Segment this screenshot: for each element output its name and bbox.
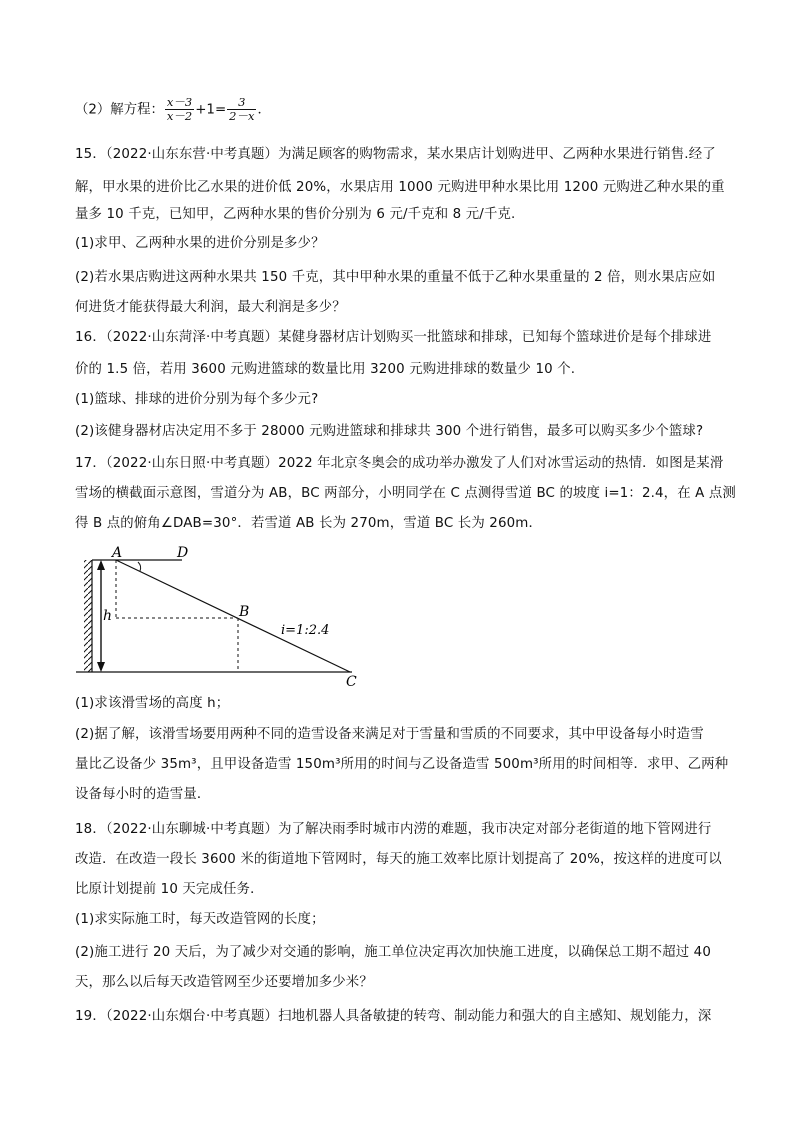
label-slope: i=1:2.4 [281, 623, 330, 638]
q17-sub-2-line-2: 量比乙设备少 35m³，且甲设备造雪 150m³所用的时间与乙设备造雪 500m³所用的时间相等．求甲、乙两种 [75, 757, 729, 772]
equation-prefix: （2）解方程： [75, 102, 164, 118]
equation-end: ． [257, 102, 271, 118]
q16-sub-2: (2)该健身器材店决定用不多于 28000 元购进篮球和排球共 300 个进行销售，最多可以购买多少个篮球? [75, 424, 704, 439]
q17-sub-2-line-1: (2)据了解，该滑雪场要用两种不同的造雪设备来满足对于雪量和雪质的不同要求，其中甲设备每小时造雪 [75, 727, 704, 742]
q17-sub-2-line-3: 设备每小时的造雪量． [75, 787, 211, 802]
label-A: A [112, 545, 123, 561]
q16-sub-1: (1)篮球、排球的进价分别为每个多少元? [75, 392, 319, 407]
q17-stem-line-1: 17．（2022·山东日照·中考真题）2022 年北京冬奥会的成功举办激发了人们对冰雪运动的热情．如图是某滑 [75, 456, 724, 471]
equals-sign: = [214, 102, 227, 118]
q17-stem-line-3: 得 B 点的俯角∠DAB=30°．若雪道 AB 长为 270m，雪道 BC 长为 260m． [75, 516, 543, 531]
q18-sub-1: (1)求实际施工时，每天改造管网的长度； [75, 912, 325, 927]
plus-one: +1 [195, 102, 215, 118]
label-C: C [346, 674, 357, 690]
q15-sub-2-line-2: 何进货才能获得最大利润，最大利润是多少？ [75, 300, 346, 315]
q15-sub-1: (1)求甲、乙两种水果的进价分别是多少？ [75, 236, 325, 251]
q18-sub-2-line-1: (2)施工进行 20 天后，为了减少对交通的影响，施工单位决定再次加快施工进度，以确保总工期不超过 40 [75, 945, 712, 960]
q17-sub-1: (1)求该滑雪场的高度 h； [75, 696, 230, 711]
slope-line-AC [116, 560, 350, 672]
label-B: B [239, 604, 250, 620]
q18-sub-2-line-2: 天，那么以后每天改造管网至少还要增加多少米？ [75, 975, 373, 990]
q16-stem-line-2: 价的 1.5 倍，若用 3600 元购进篮球的数量比用 3200 元购进排球的数量少 10 个. [75, 362, 576, 377]
q15-stem-line-3: 量多 10 千克，已知甲，乙两种水果的售价分别为 6 元/千克和 8 元/千克. [75, 207, 516, 222]
q17-stem-line-2: 雪场的横截面示意图，雪道分为 AB，BC 两部分，小明同学在 C 点测得雪道 BC 的坡度 i=1：2.4，在 A 点测 [75, 486, 736, 501]
q18-stem-line-2: 改造．在改造一段长 3600 米的街道地下管网时，每天的施工效率比原计划提高了 20%，按这样的进度可以 [75, 852, 722, 867]
equation-subquestion [75, 96, 271, 123]
q18-stem-line-1: 18．（2022·山东聊城·中考真题）为了解决雨季时城市内涝的难题，我市决定对部分老街道的地下管网进行 [75, 822, 712, 837]
label-D: D [177, 545, 189, 561]
wall-hatching [84, 560, 92, 672]
q15-stem-line-1: 15．（2022·山东东营·中考真题）为满足顾客的购物需求，某水果店计划购进甲、乙两种水果进行销售.经了 [75, 147, 716, 162]
fraction-1: $\frac{x-3}{x-2}$ [166, 95, 193, 123]
label-h: h [103, 608, 113, 624]
angle-arc-DAB [138, 562, 141, 571]
q19-stem-line-1: 19．（2022·山东烟台·中考真题）扫地机器人具备敏捷的转弯、制动能力和强大的自主感知、规划能力，深 [75, 1009, 712, 1024]
q15-sub-2-line-1: (2)若水果店购进这两种水果共 150 千克，其中甲种水果的重量不低于乙种水果重量的 2 倍，则水果店应如 [75, 270, 716, 285]
q15-stem-line-2: 解，甲水果的进价比乙水果的进价低 20%，水果店用 1000 元购进甲种水果比用 1200 元购进乙种水果的重 [75, 180, 725, 195]
height-arrow-top [97, 560, 105, 570]
fraction-2: $\frac{3}{2-x}$ [229, 95, 255, 123]
q16-stem-line-1: 16．（2022·山东菏泽·中考真题）某健身器材店计划购买一批篮球和排球，已知每个篮球进价是每个排球进 [75, 330, 712, 345]
height-arrow-bottom [97, 662, 105, 672]
q18-stem-line-3: 比原计划提前 10 天完成任务． [75, 882, 264, 897]
ski-slope-diagram [70, 540, 370, 690]
